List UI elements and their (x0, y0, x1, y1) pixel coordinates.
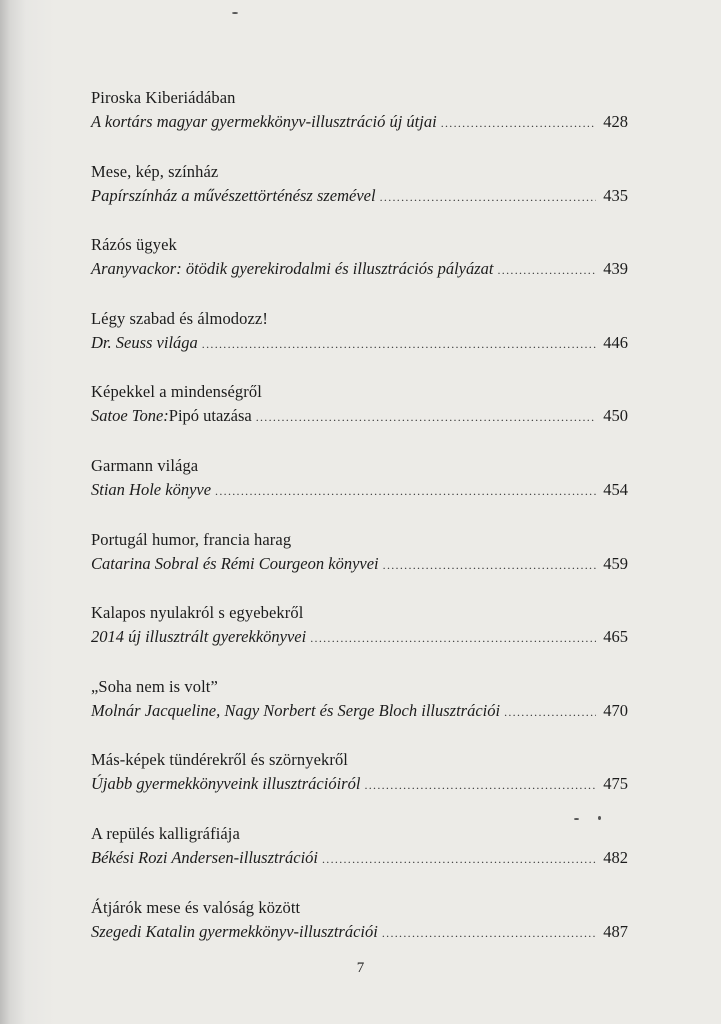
entry-title: Légy szabad és álmodozz! (91, 308, 268, 328)
toc-entry (91, 88, 628, 162)
entry-subtitle-line (91, 112, 628, 133)
entry-subtitle-line (91, 774, 628, 795)
dot-leader (202, 334, 596, 354)
entry-page-number: 439 (603, 259, 628, 279)
toc-entry (91, 309, 628, 383)
dot-leader (364, 775, 596, 795)
entry-title: Garmann világa (91, 455, 199, 475)
dot-leader (383, 555, 596, 575)
entry-page-number: 482 (603, 847, 628, 867)
entry-subtitle: Aranyvackor: ötödik gyerekirodalmi és illusztrációs pályázat (91, 259, 494, 279)
entry-subtitle: Papírszínház a művészettörténész szemével (91, 185, 376, 205)
entry-title: Átjárók mese és valóság között (91, 897, 301, 917)
toc-entry (91, 235, 628, 309)
entry-title: Portugál humor, francia harag (91, 529, 292, 549)
dot-leader (215, 481, 596, 501)
entry-subtitle-line (91, 554, 628, 575)
dot-leader (322, 849, 596, 869)
dot-leader (380, 187, 596, 207)
entry-page-number: 454 (603, 479, 628, 499)
entry-subtitle-line (91, 406, 628, 427)
entry-title: Mese, kép, színház (91, 161, 219, 181)
toc-entry (91, 750, 628, 824)
entry-subtitle: Satoe Tone: (91, 406, 169, 426)
entry-page-number: 459 (603, 553, 628, 573)
entry-title: „Soha nem is volt” (91, 676, 218, 696)
entry-page-number: 450 (603, 406, 628, 426)
entry-page-number: 475 (603, 774, 628, 794)
entry-title: A repülés kalligráfiája (91, 823, 240, 843)
entry-subtitle: A kortárs magyar gyermekkönyv-illusztráció új útjai (91, 112, 437, 131)
toc-entry (91, 677, 628, 751)
entry-title: Más-képek tündérekről és szörnyekről (91, 750, 348, 770)
paper-speck (232, 12, 238, 14)
paper-speck (574, 818, 579, 820)
entry-subtitle: Újabb gyermekkönyveink illusztrációiról (91, 774, 361, 794)
dot-leader (504, 702, 596, 722)
entry-subtitle: Dr. Seuss világa (91, 332, 198, 352)
entry-title: Képekkel a mindenségről (91, 382, 262, 402)
entry-subtitle: Szegedi Katalin gyermekkönyv-illusztrációi (91, 921, 378, 941)
entry-subtitle-line (91, 701, 628, 722)
page-number: 7 (356, 960, 365, 976)
entry-page-number: 428 (603, 112, 628, 131)
entry-subtitle: Molnár Jacqueline, Nagy Norbert és Serge Bloch illusztrációi (91, 700, 501, 720)
dot-leader (382, 923, 596, 943)
dot-leader (441, 113, 596, 133)
entry-subtitle: 2014 új illusztrált gyerekkönyvei (91, 627, 307, 647)
paper-speck (598, 816, 601, 820)
entry-subtitle: Békési Rozi Andersen-illusztrációi (91, 847, 318, 867)
toc-entry (91, 456, 628, 530)
entry-title: Kalapos nyulakról s egyebekről (91, 603, 304, 623)
toc-entry (91, 382, 628, 456)
dot-leader (310, 628, 596, 648)
entry-subtitle-line (91, 186, 628, 207)
entry-page-number: 446 (603, 332, 628, 352)
entry-subtitle-rest: Pipó utazása (168, 406, 252, 426)
entry-page-number: 470 (603, 700, 628, 720)
entry-subtitle: Stian Hole könyve (91, 479, 212, 499)
entry-page-number: 487 (603, 921, 628, 941)
toc-entry (91, 530, 628, 604)
toc-entry (91, 824, 628, 898)
entry-title: Piroska Kiberiádában (91, 88, 236, 107)
entry-page-number: 435 (603, 185, 628, 205)
entry-title: Rázós ügyek (91, 235, 177, 255)
entry-subtitle-line (91, 333, 628, 354)
toc-entry (91, 603, 628, 677)
dot-leader (256, 407, 596, 427)
dot-leader (498, 260, 597, 280)
entry-subtitle-line (91, 480, 628, 501)
entry-subtitle-line (91, 627, 628, 648)
entry-subtitle-line (91, 259, 628, 280)
entry-subtitle: Catarina Sobral és Rémi Courgeon könyvei (91, 553, 379, 573)
entry-subtitle-line (91, 922, 628, 943)
entry-page-number: 465 (603, 627, 628, 647)
entry-subtitle-line (91, 848, 628, 869)
toc-entry (91, 162, 628, 236)
table-of-contents (91, 88, 628, 971)
